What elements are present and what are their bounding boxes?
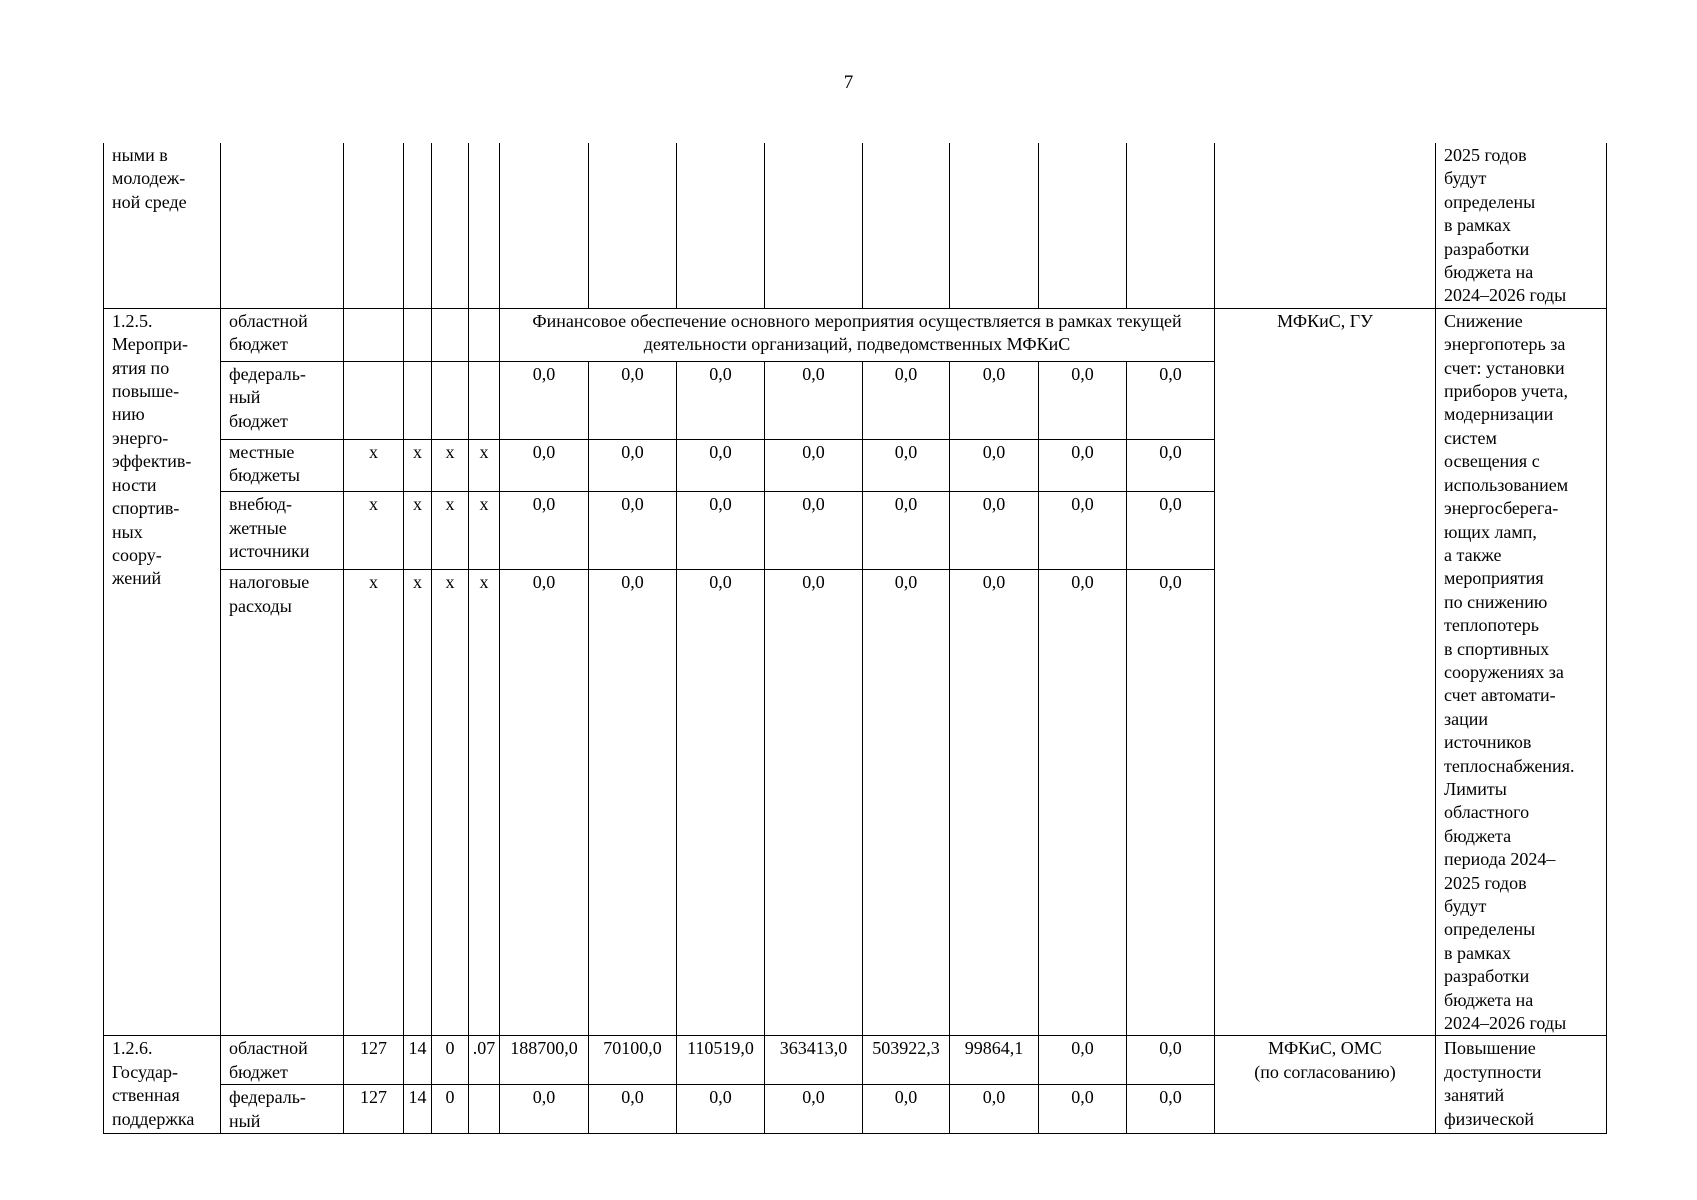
funding-source-cell-line: бюджеты	[229, 465, 300, 486]
value-cell: 0,0	[589, 570, 677, 1036]
code-cell: х	[404, 492, 432, 570]
activity-name-cell-line: 1.2.5.	[112, 310, 153, 331]
value-cell: 0,0	[677, 570, 765, 1036]
funding-source-cell-line: бюджет	[229, 334, 288, 355]
value-cell: 0,0	[950, 570, 1039, 1036]
funding-source-cell-line: федераль-	[229, 363, 306, 384]
code-cell: 0	[432, 1085, 469, 1134]
activity-name-cell-line: жений	[112, 568, 162, 589]
activity-name-cell-line: 1.2.6.	[112, 1038, 153, 1059]
code-cell	[344, 308, 404, 361]
result-cell-line: бюджета на	[1444, 989, 1534, 1010]
value-cell: 0,0	[500, 570, 589, 1036]
value-cell: 0,0	[1039, 439, 1127, 492]
value-cell: 0,0	[863, 439, 950, 492]
value-cell: 0,0	[500, 361, 589, 439]
value-cell: 0,0	[677, 492, 765, 570]
funding-source-cell-line: расходы	[229, 595, 292, 616]
name-cell-line: ными в	[112, 145, 168, 165]
result-cell-line: 2024–2026 годы	[1444, 1013, 1567, 1034]
result-cell-line: модернизации	[1444, 404, 1554, 425]
code-cell: х	[469, 570, 500, 1036]
result-cell-line: определены	[1444, 191, 1536, 212]
result-cell	[1436, 308, 1607, 1036]
funding-source-cell-line: внебюд-	[229, 494, 292, 515]
funding-source-cell-line: областной	[229, 1038, 308, 1059]
value-cell: 0,0	[589, 492, 677, 570]
name-cell-line: молодеж-	[112, 168, 186, 189]
activity-name-cell-line: повыше-	[112, 381, 180, 402]
value-cell: 188700,0	[500, 1036, 589, 1085]
result-cell-line: Снижение	[1444, 310, 1523, 331]
activity-name-cell-line: Меропри-	[112, 334, 189, 355]
table-row	[104, 143, 1607, 308]
executor-cell: МФКиС, ГУ	[1215, 308, 1436, 1036]
code-cell: х	[432, 570, 469, 1036]
code-cell	[469, 1085, 500, 1134]
empty-cell	[863, 143, 950, 308]
result-cell-line: в рамках	[1444, 215, 1511, 236]
code-cell: х	[344, 439, 404, 492]
value-cell: 0,0	[1039, 492, 1127, 570]
value-cell: 0,0	[863, 570, 950, 1036]
value-cell: 0,0	[677, 361, 765, 439]
code-cell: 14	[404, 1085, 432, 1134]
code-cell: х	[344, 570, 404, 1036]
value-cell: 363413,0	[765, 1036, 863, 1085]
funding-source-cell-line: ный	[229, 387, 261, 408]
result-cell-line: будут	[1444, 168, 1487, 189]
value-cell: 0,0	[589, 439, 677, 492]
empty-cell	[589, 143, 677, 308]
value-cell: 70100,0	[589, 1036, 677, 1085]
value-cell: 0,0	[500, 492, 589, 570]
value-cell: 0,0	[1039, 361, 1127, 439]
activity-name-cell	[104, 1036, 221, 1134]
value-cell: 0,0	[1039, 570, 1127, 1036]
result-cell-line: физической	[1444, 1108, 1534, 1129]
value-cell: 0,0	[1127, 492, 1215, 570]
budget-table	[103, 143, 1607, 1134]
value-cell: 0,0	[863, 361, 950, 439]
result-cell-line: приборов учета,	[1444, 381, 1569, 402]
code-cell	[404, 308, 432, 361]
table-row	[104, 308, 1607, 361]
value-cell: 0,0	[677, 439, 765, 492]
executor-cell-line: (по согласованию)	[1254, 1061, 1396, 1082]
activity-name-cell-line: соору-	[112, 544, 162, 565]
result-cell-line: занятий	[1444, 1085, 1505, 1106]
result-cell-line: мероприятия	[1444, 568, 1544, 589]
value-cell: 0,0	[1127, 1036, 1215, 1085]
result-cell-line: сооружениях за	[1444, 661, 1564, 682]
value-cell: 0,0	[950, 492, 1039, 570]
result-cell-line: областного	[1444, 802, 1530, 823]
empty-cell	[1127, 143, 1215, 308]
value-cell: 0,0	[1127, 570, 1215, 1036]
code-cell	[469, 308, 500, 361]
value-cell: 0,0	[1127, 439, 1215, 492]
result-cell-line: систем	[1444, 427, 1497, 448]
code-cell: х	[432, 492, 469, 570]
value-cell: 0,0	[589, 361, 677, 439]
code-cell: 127	[344, 1085, 404, 1134]
code-cell: .07	[469, 1036, 500, 1085]
result-cell-line: теплопотерь	[1444, 615, 1539, 636]
name-cell-line: ной среде	[112, 191, 187, 212]
result-cell-line: в рамках	[1444, 942, 1511, 963]
activity-name-cell-line: ных	[112, 521, 143, 542]
value-cell: 0,0	[765, 492, 863, 570]
value-cell: 0,0	[1039, 1085, 1127, 1134]
funding-source-cell	[221, 361, 344, 439]
code-cell: х	[469, 492, 500, 570]
result-cell-line: теплоснабжения.	[1444, 755, 1575, 776]
result-cell	[1436, 143, 1607, 308]
result-cell-line: зации	[1444, 708, 1488, 729]
value-cell: 0,0	[765, 439, 863, 492]
code-cell: 127	[344, 1036, 404, 1085]
result-cell-line: бюджета на	[1444, 262, 1534, 283]
value-cell: 0,0	[677, 1085, 765, 1134]
result-cell-line: счет: установки	[1444, 357, 1565, 378]
result-cell-line: бюджета	[1444, 825, 1512, 846]
result-cell-line: в спортивных	[1444, 638, 1550, 659]
result-cell-line: Повышение	[1444, 1038, 1536, 1059]
result-cell-line: определены	[1444, 919, 1536, 940]
executor-cell-line: МФКиС, ОМС	[1268, 1038, 1382, 1059]
result-cell-line: будут	[1444, 896, 1487, 916]
result-cell-line: 2025 годов	[1444, 872, 1527, 893]
activity-name-cell-line: эффектив-	[112, 451, 192, 472]
name-cell	[104, 143, 221, 308]
result-cell-line: ющих ламп,	[1444, 521, 1537, 542]
code-cell	[432, 308, 469, 361]
funding-source-cell-line: местные	[229, 441, 295, 462]
activity-name-cell-line: ятия по	[112, 357, 170, 378]
result-cell-line: энергосберега-	[1444, 498, 1559, 519]
funding-source-cell	[221, 492, 344, 570]
funding-source-cell-line: источники	[229, 541, 310, 562]
value-cell: 99864,1	[950, 1036, 1039, 1085]
code-cell: х	[432, 439, 469, 492]
code-cell: х	[404, 570, 432, 1036]
value-cell: 0,0	[950, 439, 1039, 492]
result-cell	[1436, 1036, 1607, 1134]
activity-name-cell-line: спортив-	[112, 498, 180, 519]
value-cell: 0,0	[500, 1085, 589, 1134]
result-cell-line: разработки	[1444, 966, 1530, 987]
empty-cell	[950, 143, 1039, 308]
result-cell-line: счет автомати-	[1444, 685, 1556, 706]
value-cell: 0,0	[1127, 1085, 1215, 1134]
empty-cell	[500, 143, 589, 308]
activity-name-cell-line: ственная	[112, 1085, 180, 1106]
activity-name-cell-line: нию	[112, 404, 145, 425]
funding-source-cell-line: бюджет	[229, 1061, 288, 1082]
funding-source-cell-line: жетные	[229, 517, 287, 538]
funding-source-cell	[221, 1036, 344, 1085]
value-cell: 0,0	[1039, 1036, 1127, 1085]
code-cell	[344, 361, 404, 439]
funding-source-cell	[221, 439, 344, 492]
funding-source-cell-line: областной	[229, 310, 308, 331]
empty-cell	[221, 143, 344, 308]
value-cell: 0,0	[500, 439, 589, 492]
empty-cell	[677, 143, 765, 308]
value-cell: 0,0	[863, 492, 950, 570]
code-cell: х	[404, 439, 432, 492]
result-cell-line: Лимиты	[1444, 778, 1507, 799]
funding-source-cell	[221, 1085, 344, 1134]
result-cell-line: по снижению	[1444, 591, 1548, 612]
result-cell-line: 2025 годов	[1444, 145, 1527, 165]
code-cell: 14	[404, 1036, 432, 1085]
page-number: 7	[843, 72, 854, 93]
executor-cell	[1215, 1036, 1436, 1134]
code-cell: х	[469, 439, 500, 492]
empty-cell	[765, 143, 863, 308]
activity-name-cell-line: поддержка	[112, 1108, 195, 1129]
empty-cell	[344, 143, 404, 308]
result-cell-line: 2024–2026 годы	[1444, 285, 1567, 306]
empty-cell	[469, 143, 500, 308]
result-cell-line: доступности	[1444, 1061, 1542, 1082]
result-cell-line: периода 2024–	[1444, 849, 1556, 870]
empty-cell	[404, 143, 432, 308]
merged-note-cell: Финансовое обеспечение основного мероприятия осуществляется в рамках текущей деятельности организаций, подведомственных МФКиС	[500, 308, 1215, 361]
value-cell: 0,0	[589, 1085, 677, 1134]
funding-source-cell-line: ный	[229, 1110, 261, 1131]
activity-name-cell-line: Государ-	[112, 1061, 179, 1082]
value-cell: 110519,0	[677, 1036, 765, 1085]
code-cell	[469, 361, 500, 439]
result-cell-line: энергопотерь за	[1444, 334, 1566, 355]
value-cell: 0,0	[1127, 361, 1215, 439]
code-cell	[404, 361, 432, 439]
activity-name-cell-line: ности	[112, 474, 157, 495]
funding-source-cell	[221, 308, 344, 361]
result-cell-line: разработки	[1444, 238, 1530, 259]
value-cell: 0,0	[863, 1085, 950, 1134]
funding-source-cell-line: федераль-	[229, 1087, 306, 1108]
code-cell	[432, 361, 469, 439]
code-cell: 0	[432, 1036, 469, 1085]
activity-name-cell-line: энерго-	[112, 427, 169, 448]
funding-source-cell	[221, 570, 344, 1036]
activity-name-cell	[104, 308, 221, 1036]
value-cell: 0,0	[765, 1085, 863, 1134]
value-cell: 0,0	[950, 1085, 1039, 1134]
empty-cell	[1215, 143, 1436, 308]
funding-source-cell-line: налоговые	[229, 572, 310, 593]
table-row	[104, 1036, 1607, 1085]
value-cell: 0,0	[765, 361, 863, 439]
result-cell-line: источников	[1444, 732, 1532, 753]
empty-cell	[1039, 143, 1127, 308]
result-cell-line: освещения с	[1444, 451, 1540, 472]
result-cell-line: использованием	[1444, 474, 1569, 495]
code-cell: х	[344, 492, 404, 570]
value-cell: 0,0	[765, 570, 863, 1036]
value-cell: 0,0	[950, 361, 1039, 439]
empty-cell	[432, 143, 469, 308]
funding-source-cell-line: бюджет	[229, 410, 288, 431]
value-cell: 503922,3	[863, 1036, 950, 1085]
result-cell-line: а также	[1444, 544, 1502, 565]
